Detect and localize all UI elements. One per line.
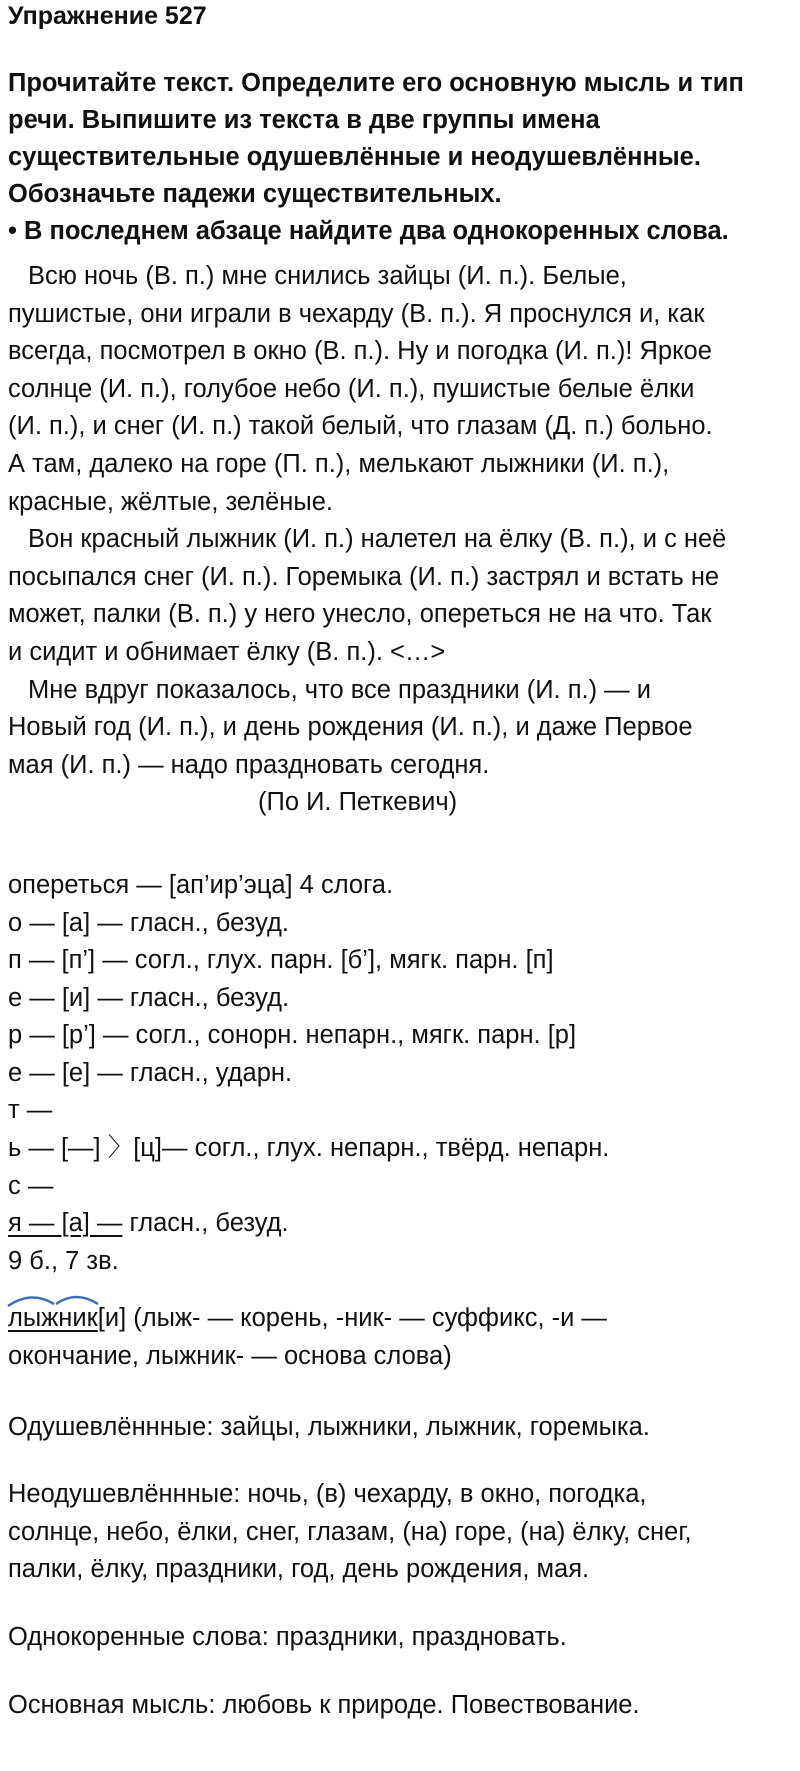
text-line: может, палки (В. п.) у него унесло, опереться не на что. Так [8,600,712,629]
phonetic-line [8,1205,794,1243]
inanimate-line: палки, ёлку, праздники, год, день рождения, мая. [8,1555,590,1584]
task-line: Обозначьте падежи существительных. [8,180,502,208]
source-text [8,258,794,822]
text-line: Мне вдруг показалось, что все праздники (И. п.) — и [28,675,652,704]
text-line: посыпался снег (И. п.). Горемыка (И. п.) застрял и встать не [8,562,720,591]
morpheme-stem: лыжник [8,1304,98,1333]
task-line: речи. Выпишите из текста в две группы имена [8,106,600,134]
exercise-title: Упражнение 527 [8,2,207,30]
text-line: мая (И. п.) — надо праздновать сегодня. [8,750,490,779]
main-idea [8,1687,794,1725]
morpheme-line: окончание, лыжник- — основа слова) [8,1342,452,1371]
task-instructions [8,65,794,250]
text-line: Новый год (И. п.), и день рождения (И. п.), и даже Первое [8,713,693,742]
root-suffix-arcs-icon [6,1288,106,1308]
text-line: и сидит и обнимает ёлку (В. п.). <…> [8,637,446,666]
phonetic-line: о — [а] — гласн., безуд. [8,908,289,937]
text-line: пушистые, они играли в чехарду (В. п.). Я проснулся и, как [8,299,705,328]
text-line: А там, далеко на горе (П. п.), мелькают лыжники (И. п.), [8,449,670,478]
text-line: всегда, посмотрел в окно (В. п.). Ну и погодка (И. п.)! Яркое [8,337,712,366]
phonetic-rest: гласн., безуд. [122,1209,289,1238]
phonetic-line: е — [и] — гласн., безуд. [8,983,290,1012]
text-line: (И. п.), и снег (И. п.) такой белый, что глазам (Д. п.) больно. [8,412,713,441]
phonetic-line: р — [р’] — согл., сонорн. непарн., мягк. парн. [р] [8,1021,577,1050]
morpheme-ending: [и] [97,1304,127,1333]
task-line: • В последнем абзаце найдите два однокоренных слова. [8,217,729,245]
task-line: Прочитайте текст. Определите его основную мысль и тип [8,69,744,97]
phonetic-line: опереться — [ап’ир’эца] 4 слога. [8,870,394,899]
animate-line: Одушевлённные: зайцы, лыжники, лыжник, горемыка. [8,1412,650,1441]
exercise-page [8,0,794,1724]
main-idea-line: Основная мысль: любовь к природе. Повествование. [8,1690,640,1719]
task-line: существительные одушевлённые и неодушевлённые. [8,143,701,171]
text-author: (По И. Петкевич) [258,788,458,817]
phonetic-line: ь — [—] 〉[ц]— согл., глух. непарн., твёрд. непарн. [8,1134,610,1163]
inanimate-line: Неодушевлённные: ночь, (в) чехарду, в окно, погодка, [8,1480,647,1509]
phonetic-underlined-part: я — [а] — [8,1209,123,1238]
phonetic-line: с — [8,1171,54,1200]
text-line: Всю ночь (В. п.) мне снились зайцы (И. п.). Белые, [28,262,627,290]
inanimate-line: солнце, небо, ёлки, снег, глазам, (на) горе, (на) ёлку, снег, [8,1517,692,1546]
phonetic-line: т — [8,1096,53,1125]
phonetic-line: п — [п’] — согл., глух. парн. [б’], мягк. парн. [п] [8,946,554,975]
cognates-line: Однокоренные слова: праздники, праздновать. [8,1623,567,1651]
text-line: красные, жёлтые, зелёные. [8,487,333,516]
phonetic-summary: 9 б., 7 зв. [8,1246,119,1275]
text-line: солнце (И. п.), голубое небо (И. п.), пушистые белые ёлки [8,374,695,403]
text-line: Вон красный лыжник (И. п.) налетел на ёлку (В. п.), и с неё [28,525,727,554]
phonetic-analysis [8,867,794,1281]
morpheme-description: (лыж- — корень, -ник- — суффикс, -и — [126,1304,607,1333]
phonetic-line: е — [е] — гласн., ударн. [8,1058,293,1087]
inanimate-nouns [8,1476,794,1589]
animate-nouns [8,1409,794,1447]
cognate-words [8,1619,794,1657]
suffix-arc [56,1297,98,1304]
root-arc [8,1298,54,1307]
morpheme-analysis [8,1300,794,1375]
morpheme-line [8,1300,794,1338]
